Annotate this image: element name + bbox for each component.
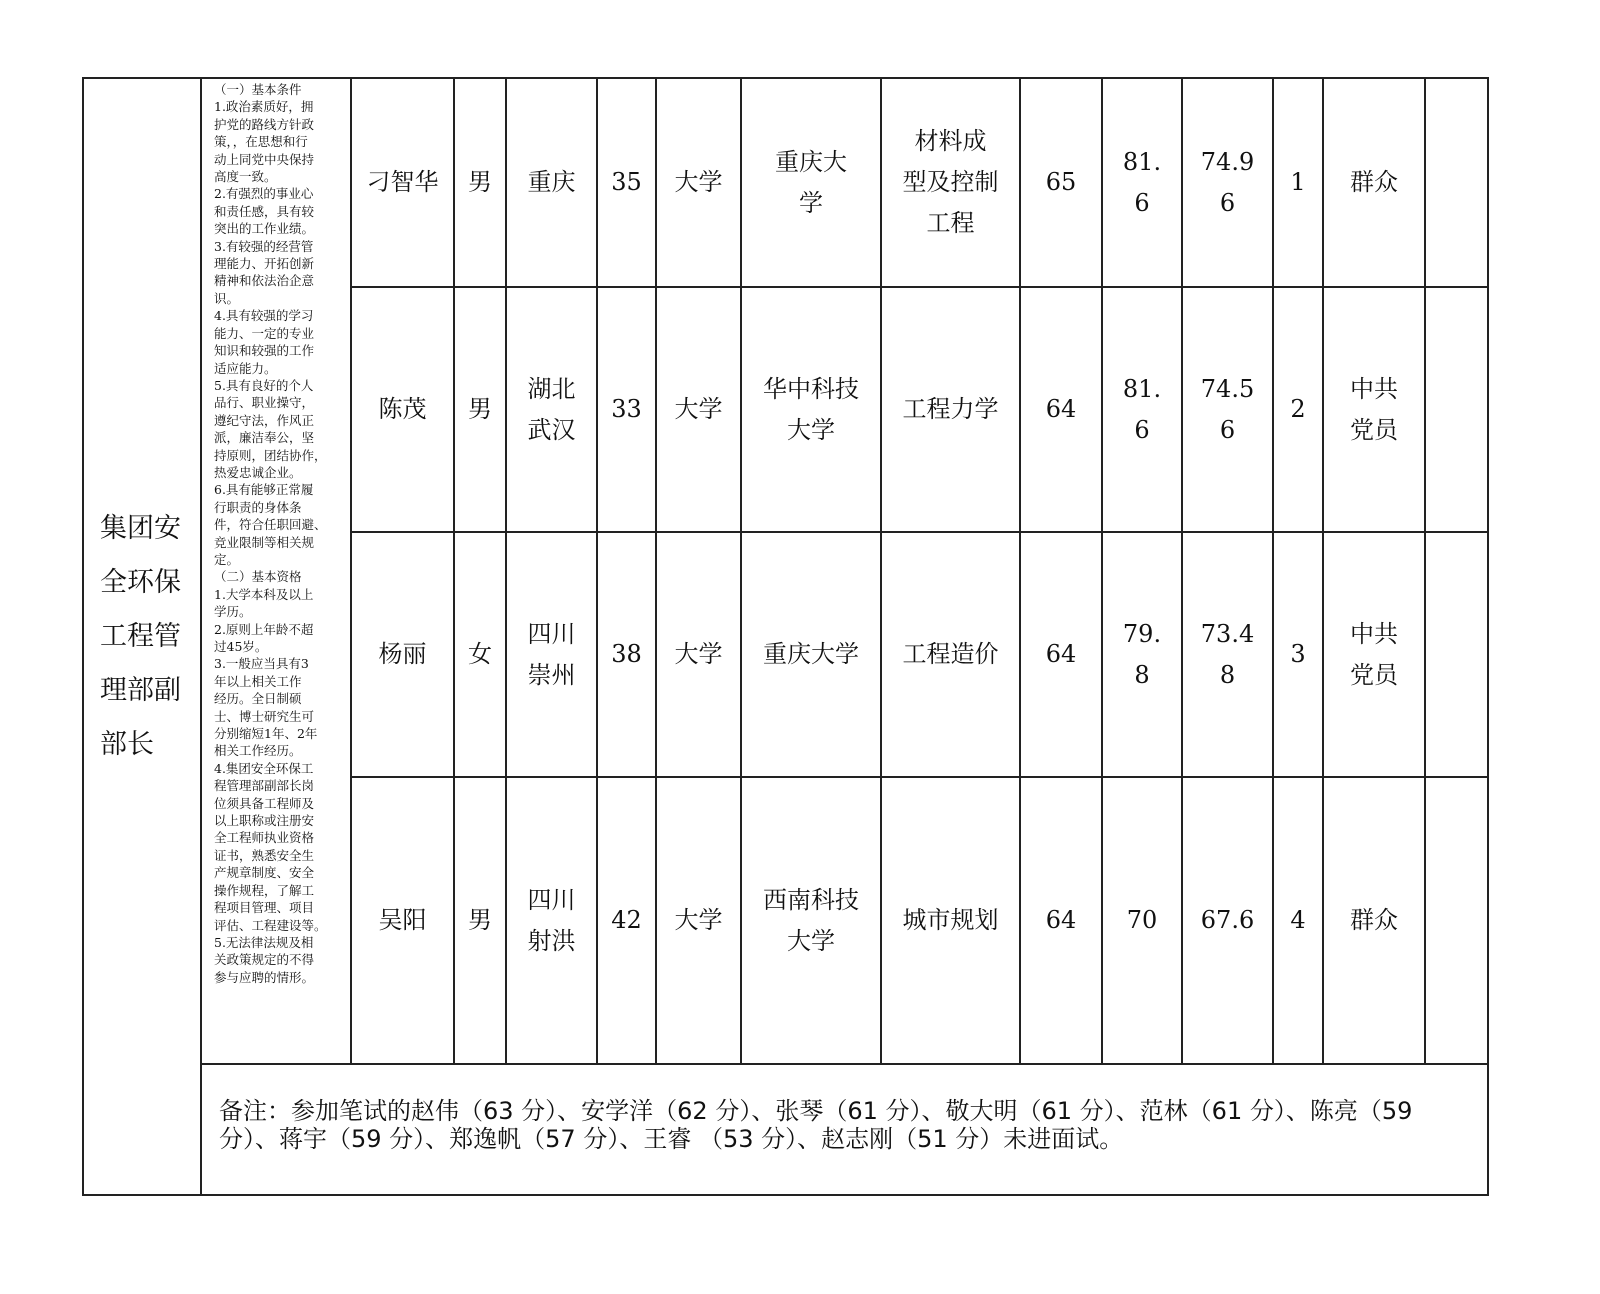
interview-text: 81. [1122,147,1162,176]
origin-text: 四川 [527,885,576,914]
requirement-line: 行职责的身体条 [214,499,302,515]
cell-name [351,777,454,1064]
position-title-line: 工程管 [100,620,181,652]
requirement-line: 品行、职业操守， [214,395,315,411]
cell-remark [1425,78,1488,287]
cell-interview [1102,287,1182,532]
cell-written [1020,287,1102,532]
requirements-cell [201,78,351,1064]
requirement-line: 5.无法律法规及相 [214,934,314,950]
age-text: 38 [611,640,642,668]
cell-total [1182,532,1273,777]
origin-text: 武汉 [527,415,576,444]
interview-text: 6 [1134,188,1150,217]
cell-rank [1273,287,1323,532]
cell-origin [506,78,597,287]
cell-interview [1102,532,1182,777]
cell-name [351,78,454,287]
requirement-line: 3.一般应当具有3 [214,656,309,672]
cell-education [656,532,741,777]
education-text: 大学 [674,906,723,934]
requirement-line: 护党的路线方针政 [214,116,315,132]
cell-remark [1425,532,1488,777]
requirement-line: 经历。全日制硕 [214,691,302,707]
requirement-line: 1.政治素质好，拥 [214,99,314,115]
rank-text: 4 [1290,906,1306,934]
note-label: 备注： [219,1096,291,1125]
requirement-line: 全工程师执业资格 [214,830,315,846]
requirement-line: 精神和依法治企意 [214,273,315,289]
cell-rank [1273,777,1323,1064]
requirement-line: 证书，熟悉安全生 [214,847,315,863]
requirement-line: 士、博士研究生可 [214,708,315,724]
cell-remark [1425,287,1488,532]
cell-written [1020,532,1102,777]
major-text: 型及控制 [902,168,999,196]
cell-gender [454,78,506,287]
total-text: 8 [1219,660,1236,689]
gender-text: 男 [468,168,492,196]
origin-text: 四川 [527,619,576,648]
political-text: 群众 [1350,168,1398,196]
note-body: 参加笔试的赵伟（63 分）、安学洋（62 分）、张琴（61 分）、敬大明（61 分）、范林（61 分）、陈亮（59 分）、蒋宇（59 分）、郑逸帆（57 分）、王睿 （53 分）、赵志刚（51 分）未进面试。 [219,1096,1413,1153]
requirements-text [214,81,346,986]
total-text: 74.5 [1200,374,1255,403]
requirement-line: 过45岁。 [214,639,268,654]
requirement-line: 2.原则上年龄不超 [214,621,314,637]
requirement-line: 1.大学本科及以上 [214,586,314,602]
cell-political [1323,532,1425,777]
cell-total [1182,777,1273,1064]
gender-text: 男 [468,395,492,423]
interview-text: 81. [1122,374,1162,403]
school-text: 重庆大 [775,147,847,176]
school-text: 学 [799,188,823,217]
note-row [83,1064,1488,1195]
requirement-line: 4.具有较强的学习 [214,308,314,324]
school-text: 西南科技 [763,885,859,914]
interview-text: 8 [1134,660,1150,689]
school-text: 重庆大学 [763,640,859,668]
requirement-line: 3.有较强的经营管 [214,238,314,254]
cell-interview [1102,78,1182,287]
requirement-line: 和责任感，具有较 [214,203,315,219]
age-text: 33 [611,395,642,423]
requirement-line: 适应能力。 [214,360,277,376]
cell-rank [1273,78,1323,287]
gender-text: 女 [468,640,492,668]
requirement-line: 程管理部副部长岗 [214,778,315,794]
requirement-line: 6.具有能够正常履 [214,482,314,498]
total-text: 6 [1219,415,1236,444]
requirement-line: 评估、工程建设等。 [214,917,327,933]
rank-text: 3 [1290,640,1306,668]
position-title-line: 部长 [100,728,154,760]
cell-age [597,777,656,1064]
candidate-table [82,77,1489,1196]
written-text: 64 [1045,640,1077,668]
requirement-line: 知识和较强的工作 [214,343,315,359]
school-text: 大学 [787,415,835,444]
rank-text: 2 [1290,395,1306,423]
position-title-line: 全环保 [100,566,181,598]
requirement-line: 相关工作经历。 [214,743,302,759]
cell-origin [506,777,597,1064]
cell-major [881,777,1020,1064]
table-row [83,78,1488,287]
political-text: 中共 [1350,374,1398,403]
cell-name [351,532,454,777]
rank-text: 1 [1290,168,1306,196]
cell-gender [454,532,506,777]
cell-gender [454,777,506,1064]
cell-education [656,287,741,532]
cell-gender [454,287,506,532]
cell-political [1323,78,1425,287]
cell-school [741,777,881,1064]
requirement-line: 分别缩短1年、2年 [214,726,318,742]
requirement-line: 操作规程，了解工 [214,882,315,898]
origin-text: 重庆 [527,168,576,196]
requirement-line: 动上同党中央保持 [214,151,315,167]
age-text: 35 [611,168,642,196]
major-text: 工程力学 [902,395,999,423]
requirement-line: 程项目管理、项目 [214,900,315,916]
requirement-line: 派，廉洁奉公，坚 [214,430,315,446]
requirement-line: 策，，在思想和行 [214,134,308,150]
written-text: 64 [1045,395,1077,423]
cell-age [597,287,656,532]
cell-rank [1273,532,1323,777]
major-text: 材料成 [914,127,987,155]
origin-text: 崇州 [527,660,576,689]
cell-education [656,777,741,1064]
cell-remark [1425,777,1488,1064]
cell-age [597,78,656,287]
education-text: 大学 [674,395,723,423]
cell-major [881,532,1020,777]
political-text: 群众 [1350,906,1398,934]
requirement-line: 2.有强烈的事业心 [214,186,314,202]
origin-text: 湖北 [527,374,576,403]
requirement-line: 理能力、开拓创新 [214,256,315,272]
requirement-line: （二）基本资格 [214,569,302,585]
cell-written [1020,777,1102,1064]
cell-political [1323,287,1425,532]
interview-text: 79. [1122,619,1162,648]
requirement-line: 产规章制度、安全 [214,865,315,881]
requirement-line: 竞业限制等相关规 [214,534,315,550]
cell-major [881,78,1020,287]
requirement-line: （一）基本条件 [214,82,302,97]
note-text [219,1097,1473,1153]
position-title-line: 理部副 [100,674,181,706]
written-text: 65 [1045,168,1077,196]
requirement-line: 突出的工作业绩。 [214,221,315,237]
cell-total [1182,287,1273,532]
major-text: 城市规划 [902,906,999,934]
requirement-line: 能力、一定的专业 [214,325,315,341]
position-title-cell [83,78,201,1195]
cell-school [741,78,881,287]
requirement-line: 位须具备工程师及 [214,795,315,811]
name-text: 吴阳 [378,906,427,934]
requirement-line: 4.集团安全环保工 [214,760,314,776]
age-text: 42 [611,906,642,934]
requirement-line: 关政策规定的不得 [214,952,315,968]
education-text: 大学 [674,168,723,196]
cell-school [741,532,881,777]
requirement-line: 热爱忠诚企业。 [214,464,302,480]
interview-text: 70 [1126,906,1158,934]
total-text: 67.6 [1200,906,1255,934]
name-text: 杨丽 [378,640,427,668]
requirement-line: 定。 [214,551,240,567]
interview-text: 6 [1134,415,1150,444]
total-text: 73.4 [1200,619,1255,648]
requirement-line: 学历。 [214,604,252,620]
political-text: 党员 [1350,660,1398,689]
major-text: 工程造价 [902,640,999,668]
requirement-line: 遵纪守法，作风正 [214,412,315,428]
cell-education [656,78,741,287]
requirement-line: 参与应聘的情形。 [214,969,315,985]
cell-political [1323,777,1425,1064]
political-text: 党员 [1350,415,1398,444]
name-text: 陈茂 [378,395,427,423]
cell-origin [506,532,597,777]
written-text: 64 [1045,906,1077,934]
cell-name [351,287,454,532]
requirement-line: 5.具有良好的个人 [214,377,314,393]
major-text: 工程 [926,209,975,237]
cell-total [1182,78,1273,287]
requirement-line: 年以上相关工作 [214,673,302,689]
requirement-line: 识。 [214,290,240,306]
total-text: 6 [1219,188,1236,217]
requirement-line: 以上职称或注册安 [214,813,315,829]
requirement-line: 件，符合任职回避、 [214,517,327,533]
total-text: 74.9 [1200,147,1255,176]
cell-major [881,287,1020,532]
name-text: 刁智华 [366,168,439,196]
school-text: 大学 [787,926,835,955]
requirement-line: 持原则，团结协作， [214,447,327,463]
cell-written [1020,78,1102,287]
political-text: 中共 [1350,619,1398,648]
gender-text: 男 [468,906,492,934]
cell-interview [1102,777,1182,1064]
school-text: 华中科技 [763,374,859,403]
position-title [100,502,200,772]
origin-text: 射洪 [527,926,576,955]
education-text: 大学 [674,640,723,668]
cell-school [741,287,881,532]
note-cell [201,1064,1488,1195]
cell-age [597,532,656,777]
cell-origin [506,287,597,532]
requirement-line: 高度一致。 [214,169,277,185]
position-title-line: 集团安 [100,512,181,544]
